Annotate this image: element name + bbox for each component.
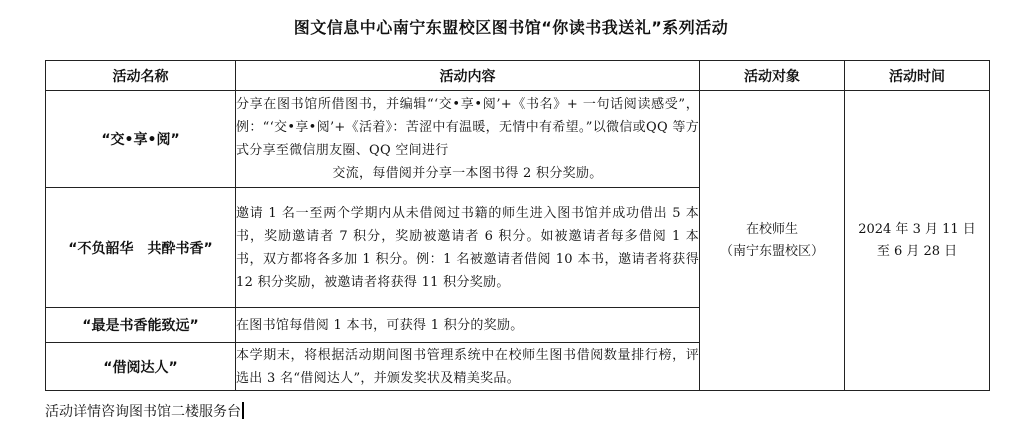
- table-header-row: [46, 61, 990, 91]
- activity-time-line2: 至 6 月 28 日: [876, 243, 958, 259]
- activity-time-line1: 2024 年 3 月 11 日: [858, 221, 976, 237]
- activity-target-line1: 在校师生: [745, 221, 798, 237]
- activity-content: [236, 91, 700, 188]
- activity-name: “交•享•阅”: [46, 91, 236, 188]
- activity-table: [45, 60, 990, 391]
- activity-time: [845, 91, 990, 391]
- activity-content: 邀请 1 名一至两个学期内从未借阅过书籍的师生进入图书馆并成功借出 5 本书，奖励邀请者 7 积分，奖励被邀请者 6 积分。如被邀请者每多借阅 1 本书，双方都将各多加 1 积分。例：1 名被邀请者借阅 10 本书，邀请者将获得 12 积分奖励，被邀请者将获得 11 积分奖励。: [236, 188, 700, 308]
- activity-name: “借阅达人”: [46, 343, 236, 391]
- header-activity-name: 活动名称: [46, 61, 236, 91]
- header-activity-time: 活动时间: [845, 61, 990, 91]
- header-activity-content: 活动内容: [236, 61, 700, 91]
- header-activity-target: 活动对象: [700, 61, 845, 91]
- footer-note-text: 活动详情咨询图书馆二楼服务台: [45, 404, 241, 420]
- activity-target: [700, 91, 845, 391]
- activity-name: “不负韶华 共酔书香”: [46, 188, 236, 308]
- activity-content-tail: 交流，每借阅并分享一本图书得 2 积分奖励。: [332, 166, 603, 181]
- activity-content-text: 分享在图书馆所借图书，并编辑“‘交•享•阅’+《书名》+ 一句话阅读感受”，例：“‘交•享•阅’+《活着》：苦涩中有温暖，无情中有希望。”以微信或QQ 等方式分享至微信朋友圈、QQ 空间进行: [236, 97, 699, 158]
- table-row: [46, 91, 990, 188]
- activity-content: 在图书馆每借阅 1 本书，可获得 1 积分的奖励。: [236, 308, 700, 343]
- document-title: 图文信息中心南宁东盟校区图书馆“你读书我送礼”系列活动: [293, 18, 729, 37]
- text-cursor: [242, 402, 244, 419]
- footer-note: [45, 401, 244, 423]
- activity-name: “最是书香能致远”: [46, 308, 236, 343]
- activity-content: 本学期末，将根据活动期间图书管理系统中在校师生图书借阅数量排行榜，评选出 3 名“借阅达人”，并颁发奖状及精美奖品。: [236, 343, 700, 391]
- activity-target-line2: （南宁东盟校区）: [719, 243, 824, 259]
